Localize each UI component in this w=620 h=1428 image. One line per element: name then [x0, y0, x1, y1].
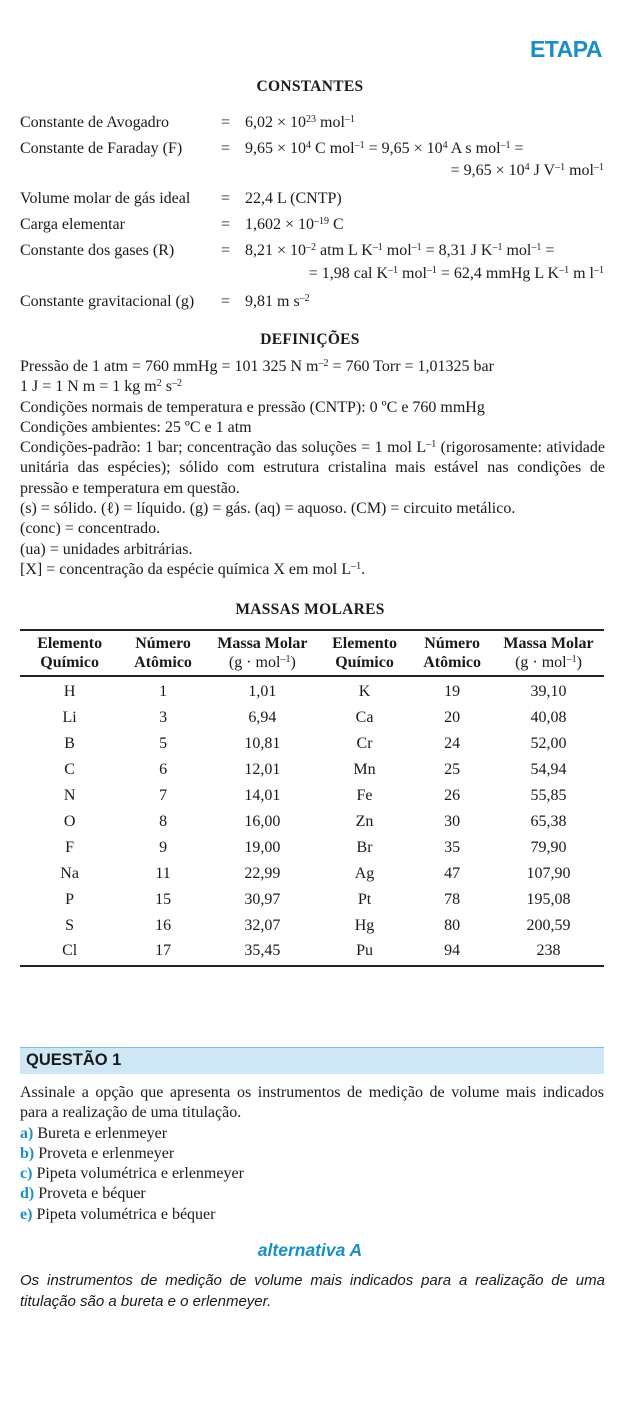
column-header: Elemento Químico	[20, 630, 119, 676]
table-cell: 16,00	[244, 813, 281, 830]
option-letter: c)	[20, 1165, 33, 1183]
column-header: Massa Molar (g · mol$^{-1}$)	[207, 630, 318, 676]
table-row	[20, 835, 604, 861]
table-row	[20, 676, 604, 705]
table-cell: 55,85	[530, 787, 567, 804]
table-cell: Pu	[318, 939, 411, 966]
definition-line: Pressão de 1 atm = 760 mmHg = 101 325 N $m^{-2} = 760$ Torr = 1,01325 bar	[20, 358, 494, 375]
table-cell: 195,08	[526, 891, 571, 908]
table-cell: 3	[159, 709, 168, 726]
table-cell: 14,01	[244, 787, 281, 804]
option-b	[20, 1144, 604, 1164]
constant-equals: =	[221, 216, 231, 233]
option-letter: b)	[20, 1144, 35, 1162]
table-cell: 30,97	[244, 891, 281, 908]
table-cell: 1,01	[248, 683, 277, 700]
table-cell: 17	[119, 939, 207, 966]
table-cell: Ca	[355, 709, 374, 726]
table-cell: 39,10	[530, 683, 567, 700]
constant-equals: =	[221, 242, 231, 259]
table-cell: Li	[62, 709, 77, 726]
definitions-title: DEFINIÇÕES	[260, 331, 360, 348]
table-cell: 54,94	[530, 761, 567, 778]
table-row	[20, 783, 604, 809]
table-cell: 200,59	[526, 917, 571, 934]
constant-name: Constante gravitacional (g)	[20, 293, 195, 310]
table-cell: 20	[444, 709, 461, 726]
constant-equals: =	[221, 114, 231, 131]
option-d	[20, 1184, 604, 1204]
table-cell: 32,07	[244, 917, 281, 934]
option-letter: a)	[20, 1124, 34, 1142]
table-cell: 52,00	[530, 735, 567, 752]
table-cell: 12,01	[244, 761, 281, 778]
table-cell: 19	[444, 683, 461, 700]
table-cell: Br	[356, 839, 373, 856]
table-cell: Cr	[356, 735, 373, 752]
table-cell: 22,99	[244, 865, 281, 882]
table-cell: 6,94	[248, 709, 277, 726]
table-cell: 16	[155, 917, 172, 934]
table-cell: 24	[444, 735, 461, 752]
table-cell: 10,81	[244, 735, 281, 752]
option-c	[20, 1164, 604, 1184]
molar-masses-title: MASSAS MOLARES	[235, 601, 385, 618]
constant-value: $6,02 \times 10^{23}$ mol$^{-1}$	[245, 114, 355, 131]
option-text: Proveta e béquer	[38, 1185, 146, 1203]
constant-value-continuation: = 1,98 cal $K^{-1}$ mol$^{-1}$ = 62,4 mmHg L $K^{-1}$ m $l^{-1}$	[308, 265, 604, 282]
table-cell: Na	[60, 865, 79, 882]
definition-line: 1 J = 1 N m = 1 kg $m^2$ $s^{-2}$	[20, 378, 182, 396]
constant-value: $8,21 \times 10^{-2}$ atm L $K^{-1}$ mol$^{-1}$ = 8,31 J $K^{-1}$ mol$^{-1}$ =	[245, 242, 555, 259]
table-cell: K	[358, 683, 371, 700]
table-cell: 80	[444, 917, 461, 934]
option-letter: e)	[20, 1205, 33, 1223]
table-row	[20, 809, 604, 835]
table-cell: 79,90	[530, 839, 567, 856]
table-row	[20, 731, 604, 757]
column-header: Número Atômico	[411, 630, 493, 676]
column-header: Elemento Químico	[318, 630, 411, 676]
option-text: Pipeta volumétrica e béquer	[36, 1205, 216, 1223]
column-header: Massa Molar (g · mol$^{-1}$)	[493, 630, 604, 676]
table-row	[20, 757, 604, 783]
constant-value: $1,602 \times 10^{-19}$ C	[245, 216, 344, 233]
table-cell: 94	[411, 939, 493, 966]
constant-name: Constante de Avogadro	[20, 114, 170, 131]
table-cell: 5	[159, 735, 168, 752]
table-cell: 25	[444, 761, 461, 778]
table-cell: Mn	[353, 761, 376, 778]
column-header: Número Atômico	[119, 630, 207, 676]
table-cell: Cl	[20, 939, 119, 966]
definition-line: Condições-padrão: 1 bar; concentração das soluções = 1 mol $L^{-1}$ (rigorosamente: atividade unitária das espécies); sólido com estrutura cristalina mais estável nas condições de pressão e temperatura em questão.	[20, 439, 606, 497]
question-header-bar	[20, 1047, 604, 1074]
table-cell: B	[64, 735, 75, 752]
table-row	[20, 913, 604, 939]
table-cell: 65,38	[530, 813, 567, 830]
constant-value: 9,81 m $s^{-2}$	[245, 293, 310, 310]
table-cell: 30	[444, 813, 461, 830]
table-cell: Hg	[354, 917, 375, 934]
table-cell: 7	[159, 787, 168, 804]
etapa-logo: ETAPA	[529, 36, 602, 62]
table-cell: 19,00	[244, 839, 281, 856]
constant-name: Constante dos gases (R)	[20, 242, 175, 259]
table-cell: 238	[493, 939, 604, 966]
constant-name: Volume molar de gás ideal	[20, 190, 191, 207]
constant-name: Constante de Faraday (F)	[20, 140, 183, 157]
table-cell: 35	[444, 839, 461, 856]
constant-value: $9,65 \times 10^4$ C $mol^{-1} = 9,65 \times 10^4$ A s mol$^{-1}$ =	[245, 140, 524, 157]
definition-line: Condições normais de temperatura e pressão (CNTP): 0 ºC e 760 mmHg	[20, 398, 485, 416]
table-row	[20, 887, 604, 913]
table-cell: 6	[159, 761, 168, 778]
constant-equals: =	[221, 140, 231, 157]
table-cell: 47	[444, 865, 461, 882]
definition-line: Condições ambientes: 25 ºC e 1 atm	[20, 418, 252, 436]
table-body	[20, 676, 604, 966]
table-cell: C	[64, 761, 75, 778]
table-cell: 35,45	[207, 939, 318, 966]
constants-title: CONSTANTES	[256, 78, 364, 95]
table-row	[20, 939, 604, 966]
table-cell: 8	[159, 813, 168, 830]
option-letter: d)	[20, 1185, 35, 1203]
table-cell: 26	[444, 787, 461, 804]
table-cell: 11	[155, 865, 171, 882]
answer-explanation: Os instrumentos de medição de volume mais indicados para a realização de uma titulação são a bureta e o erlenmeyer.	[20, 1272, 605, 1310]
answer-label: alternativa A	[257, 1240, 363, 1260]
question-header: QUESTÃO 1	[26, 1051, 122, 1069]
definitions-list	[20, 357, 605, 580]
table-cell: 1	[159, 683, 168, 700]
table-cell: O	[63, 813, 76, 830]
table-cell: N	[63, 787, 76, 804]
question-prompt: Assinale a opção que apresenta os instrumentos de medição de volume mais indicados para a realização de uma titulação.	[20, 1084, 604, 1122]
option-e	[20, 1205, 604, 1225]
table-cell: 9	[159, 839, 168, 856]
table-cell: S	[65, 917, 75, 934]
table-cell: H	[63, 683, 76, 700]
table-cell: Pt	[357, 891, 372, 908]
table-cell: F	[65, 839, 75, 856]
option-text: Bureta e erlenmeyer	[37, 1124, 168, 1142]
constant-value: 22,4 L (CNTP)	[245, 190, 342, 207]
table-cell: Ag	[354, 865, 375, 882]
constant-value-continuation: = $9,65 \times 10^4$ J $V^{-1}$ mol$^{-1}$	[450, 162, 604, 179]
option-a	[20, 1124, 604, 1144]
table-cell: 78	[444, 891, 461, 908]
table-cell: Zn	[355, 813, 374, 830]
table-row	[20, 705, 604, 731]
table-cell: 40,08	[530, 709, 567, 726]
table-cell: Fe	[356, 787, 373, 804]
question-body	[20, 1083, 604, 1225]
table-row	[20, 861, 604, 887]
definition-line: (s) = sólido. (ℓ) = líquido. (g) = gás. (aq) = aquoso. (CM) = circuito metálico.	[20, 500, 516, 518]
constant-name: Carga elementar	[20, 216, 125, 233]
constant-equals: =	[221, 190, 231, 207]
table-cell: P	[65, 891, 75, 908]
molar-masses-table	[20, 629, 604, 967]
option-text: Proveta e erlenmeyer	[38, 1144, 175, 1162]
table-cell: 15	[155, 891, 172, 908]
definition-line: (conc) = concentrado.	[20, 520, 161, 538]
option-text: Pipeta volumétrica e erlenmeyer	[36, 1165, 244, 1183]
definition-line: (ua) = unidades arbitrárias.	[20, 540, 193, 558]
definition-line: [X] = concentração da espécie química X em mol $L^{-1}$.	[20, 560, 366, 578]
table-header-row	[20, 630, 604, 676]
constant-equals: =	[221, 293, 231, 310]
table-cell: 107,90	[526, 865, 571, 882]
